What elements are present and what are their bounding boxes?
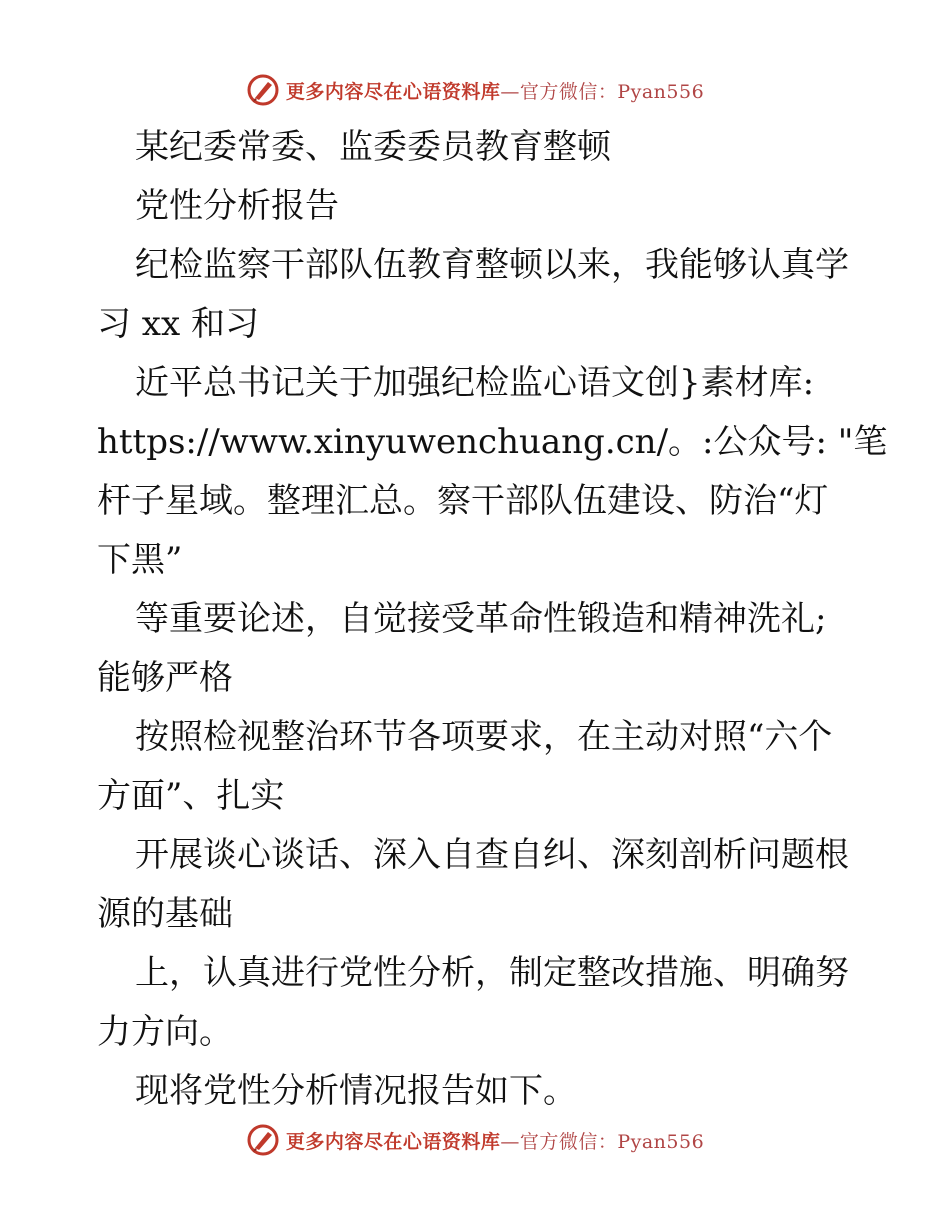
doc-line: 等重要论述，自觉接受革命性锻造和精神洗礼; (135, 599, 827, 639)
doc-line: 杆子星域。整理汇总。察干部队伍建设、防治“灯 (97, 481, 829, 521)
document-lines (97, 118, 888, 1121)
doc-line: 力方向。 (97, 1012, 233, 1052)
doc-line: 下黑” (97, 540, 183, 580)
document-body (97, 118, 888, 1121)
watermark-contact-text: 官方微信：Pyan556 (519, 1130, 705, 1153)
doc-line: 能够严格 (97, 658, 233, 698)
doc-line: 习 xx 和习 (97, 304, 259, 344)
doc-line: 按照检视整治环节各项要求，在主动对照“六个 (135, 717, 833, 757)
watermark-main-text: 更多内容尽在心语资料库 (285, 80, 501, 103)
doc-line-url: https://www.xinyuwenchuang.cn/。:公众号: "笔 (97, 422, 888, 462)
watermark-text (286, 77, 704, 104)
quill-pen-logo-icon (246, 1123, 280, 1157)
doc-line-title: 某纪委常委、监委委员教育整顿 (135, 127, 611, 167)
doc-line: 上，认真进行党性分析，制定整改措施、明确努 (135, 953, 849, 993)
watermark-separator: — (500, 80, 520, 103)
watermark-main-text: 更多内容尽在心语资料库 (285, 1130, 501, 1153)
doc-line-subtitle: 党性分析报告 (135, 186, 339, 226)
doc-line: 现将党性分析情况报告如下。 (135, 1071, 577, 1111)
header-watermark-banner (0, 70, 950, 110)
doc-line: 近平总书记关于加强纪检监心语文创}素材库: (135, 363, 815, 403)
doc-line: 纪检监察干部队伍教育整顿以来，我能够认真学 (135, 245, 849, 285)
watermark-separator: — (500, 1130, 520, 1153)
doc-line: 开展谈心谈话、深入自查自纠、深刻剖析问题根 (135, 835, 849, 875)
quill-pen-logo-icon (246, 73, 280, 107)
watermark-contact-text: 官方微信：Pyan556 (519, 80, 705, 103)
doc-line: 方面”、扎实 (97, 776, 285, 816)
watermark-text (286, 1127, 704, 1154)
footer-watermark-banner (0, 1120, 950, 1160)
doc-line: 源的基础 (97, 894, 233, 934)
